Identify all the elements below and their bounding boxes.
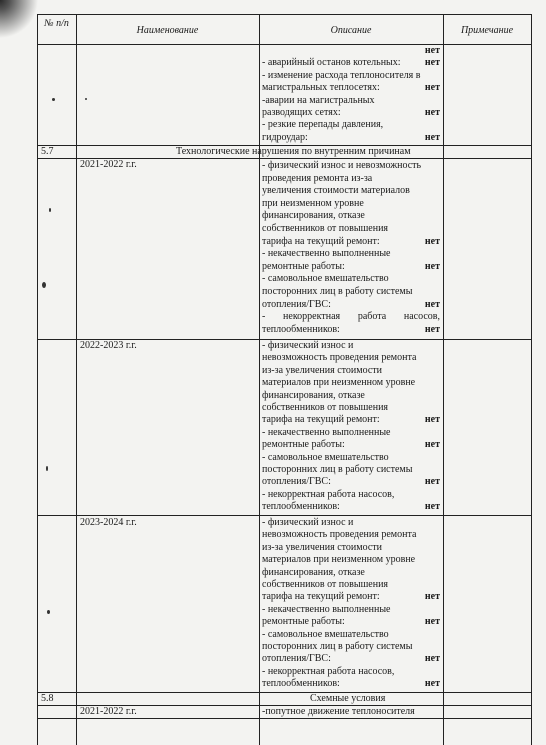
description-line <box>262 132 440 144</box>
description-text: отопления/ГВС: <box>262 298 331 310</box>
description-text: ремонтные работы: <box>262 260 345 272</box>
answer-value: нет <box>424 591 440 603</box>
description-line <box>262 248 440 261</box>
answer-value: нет <box>424 82 440 94</box>
header-name: Наименование <box>136 25 199 36</box>
answer-value: нет <box>424 298 440 310</box>
description-text: собственников от повышения <box>262 401 389 413</box>
description-line <box>262 501 440 513</box>
continued-description <box>262 45 440 144</box>
description-text: магистральных теплосетях: <box>262 82 380 94</box>
description-text: - резкие перепады давления, <box>262 119 384 131</box>
description-line <box>262 70 440 82</box>
description-line <box>262 95 440 107</box>
description-line <box>262 616 440 628</box>
table-column-divider <box>443 14 444 745</box>
section-title: Технологические нарушения по внутренним причинам <box>176 146 411 157</box>
description-text: при неизменном уровне <box>262 197 364 209</box>
description-line <box>262 365 440 377</box>
description-line <box>262 529 440 541</box>
period-label: 2023-2024 г.г. <box>80 517 137 528</box>
description-line <box>262 311 440 324</box>
table-column-divider <box>259 14 260 745</box>
description-text: тарифа на текущий ремонт: <box>262 414 380 426</box>
description-line <box>262 299 440 312</box>
description-line <box>262 452 440 464</box>
description-text: -аварии на магистральных <box>262 94 375 106</box>
description-line <box>262 604 440 616</box>
row-divider <box>37 692 531 693</box>
description-line <box>262 390 440 402</box>
description-line <box>262 286 440 299</box>
table-border-left <box>37 14 38 745</box>
header-description: Описание <box>330 25 372 36</box>
description-line <box>262 340 440 352</box>
description-line <box>262 641 440 653</box>
description-line <box>262 567 440 579</box>
description-text: - некорректная работа насосов, <box>262 665 395 677</box>
description-text: теплообменников: <box>262 323 340 335</box>
description-text: из-за увеличения стоимости <box>262 541 382 553</box>
description-line <box>262 210 440 223</box>
period-description-line: -попутное движение теплоносителя <box>262 706 415 717</box>
row-divider <box>37 515 531 516</box>
description-text: теплообменников: <box>262 501 340 513</box>
scan-speck <box>47 610 50 614</box>
description-text: финансирования, отказе <box>262 210 365 222</box>
description-line <box>262 57 440 69</box>
answer-value: нет <box>424 57 440 69</box>
description-text: - некорректная работа насосов, <box>262 488 395 500</box>
description-text: отопления/ГВС: <box>262 476 331 488</box>
description-text: - изменение расхода теплоносителя в <box>262 69 421 81</box>
description-text: собственников от повышения <box>262 222 389 234</box>
description-text: материалов при неизменном уровне <box>262 377 416 389</box>
description-line <box>262 402 440 414</box>
description-text: - некачественно выполненные <box>262 426 391 438</box>
answer-value: нет <box>424 131 440 143</box>
answer-value: нет <box>424 616 440 628</box>
description-text: проведения ремонта из-за <box>262 172 373 184</box>
description-line <box>262 198 440 211</box>
description-line <box>262 489 440 501</box>
description-text: - физический износ и невозможность <box>262 160 422 171</box>
description-text: - физический износ и <box>262 340 354 351</box>
scan-speck <box>46 466 48 471</box>
section-number: 5.7 <box>41 146 54 157</box>
description-line <box>262 476 440 488</box>
description-line <box>262 579 440 591</box>
description-line <box>262 678 440 690</box>
description-text: - некачественно выполненные <box>262 248 391 260</box>
description-line <box>262 517 440 529</box>
description-line <box>262 324 440 337</box>
answer-value: нет <box>424 653 440 665</box>
description-text: - самовольное вмешательство <box>262 451 389 463</box>
description-line <box>262 414 440 426</box>
header-number: № п/п <box>44 18 69 29</box>
header-note: Примечание <box>460 25 514 36</box>
description-line <box>262 160 440 173</box>
description-text: - физический износ и <box>262 517 354 528</box>
description-line <box>262 629 440 641</box>
answer-value: нет <box>424 476 440 488</box>
description-text: собственников от повышения <box>262 578 389 590</box>
answer-value: нет <box>424 414 440 426</box>
period-description <box>262 160 440 336</box>
period-label: 2021-2022 г.г. <box>80 159 137 170</box>
table-border-right <box>531 14 532 745</box>
period-label: 2021-2022 г.г. <box>80 706 137 717</box>
description-line <box>262 173 440 186</box>
description-line <box>262 591 440 603</box>
description-line <box>262 185 440 198</box>
description-line <box>262 666 440 678</box>
period-description <box>262 340 440 513</box>
description-line <box>262 82 440 94</box>
scan-speck <box>49 208 51 212</box>
description-text: - аварийный останов котельных: <box>262 57 401 69</box>
description-line <box>262 261 440 274</box>
description-line <box>262 107 440 119</box>
description-text: ремонтные работы: <box>262 616 345 628</box>
description-text: материалов при неизменном уровне <box>262 554 416 566</box>
section-number: 5.8 <box>41 693 54 704</box>
table-column-divider <box>76 14 77 745</box>
period-label: 2022-2023 г.г. <box>80 340 137 351</box>
description-line <box>262 554 440 566</box>
scan-speck <box>52 98 55 101</box>
description-text: из-за увеличения стоимости <box>262 364 382 376</box>
description-line <box>262 352 440 364</box>
answer-value: нет <box>424 260 440 272</box>
description-line <box>262 439 440 451</box>
description-text: гидроудар: <box>262 131 308 143</box>
description-text: разводящих сетях: <box>262 106 341 118</box>
description-line <box>262 427 440 439</box>
description-text: - самовольное вмешательство <box>262 628 389 640</box>
description-line <box>262 653 440 665</box>
description-text: тарифа на текущий ремонт: <box>262 235 380 247</box>
answer-value: нет <box>424 678 440 690</box>
description-text: финансирования, отказе <box>262 389 365 401</box>
description-text: - некорректная работа насосов, <box>262 311 440 323</box>
answer-value: нет <box>424 106 440 118</box>
description-line <box>262 119 440 131</box>
answer-value: нет <box>424 235 440 247</box>
description-line <box>262 236 440 249</box>
description-text: тарифа на текущий ремонт: <box>262 591 380 603</box>
scan-speck <box>85 98 87 100</box>
description-line <box>262 464 440 476</box>
description-line <box>262 273 440 286</box>
description-line <box>262 542 440 554</box>
period-description <box>262 517 440 690</box>
description-text: ремонтные работы: <box>262 439 345 451</box>
section-title: Схемные условия <box>310 693 386 704</box>
answer-value: нет <box>424 45 440 56</box>
row-divider <box>37 718 531 719</box>
description-text: посторонних лиц в работу системы <box>262 463 413 475</box>
scan-speck <box>42 282 46 288</box>
scan-shadow <box>0 0 40 40</box>
description-text: посторонних лиц в работу системы <box>262 640 413 652</box>
description-text: невозможность проведения ремонта <box>262 352 417 364</box>
description-text: - самовольное вмешательство <box>262 273 389 285</box>
description-text: - некачественно выполненные <box>262 603 391 615</box>
description-line <box>262 223 440 236</box>
description-text: увеличения стоимости материалов <box>262 185 410 197</box>
description-text: финансирования, отказе <box>262 566 365 578</box>
description-text: отопления/ГВС: <box>262 653 331 665</box>
description-text: невозможность проведения ремонта <box>262 529 417 541</box>
table-border-top <box>37 14 531 15</box>
description-line <box>262 377 440 389</box>
description-line <box>262 45 440 57</box>
answer-value: нет <box>424 501 440 513</box>
description-text: посторонних лиц в работу системы <box>262 285 413 297</box>
description-text: теплообменников: <box>262 678 340 690</box>
answer-value: нет <box>424 439 440 451</box>
answer-value: нет <box>424 323 440 335</box>
